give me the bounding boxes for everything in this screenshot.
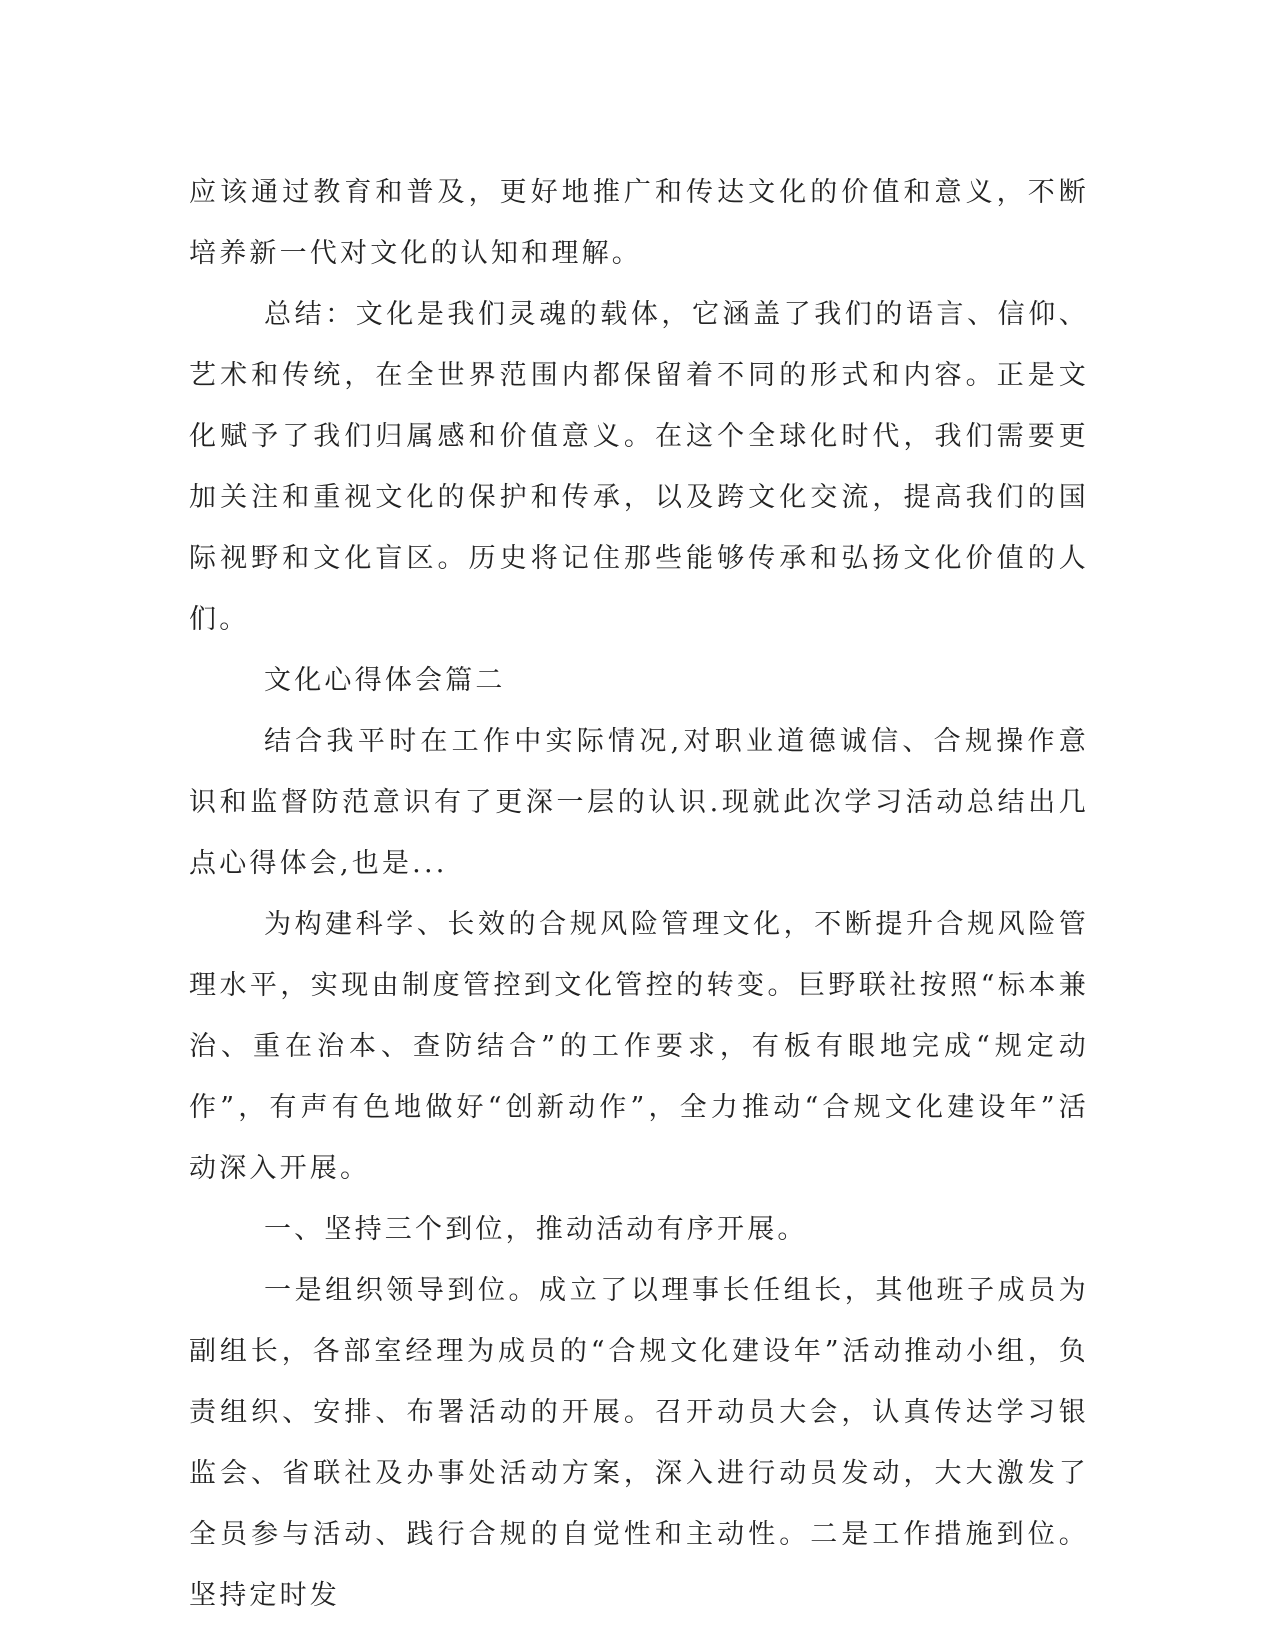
paragraph-compliance-culture: 为构建科学、长效的合规风险管理文化，不断提升合规风险管理水平，实现由制度管控到文化管控的转变。巨野联社按照“标本兼治、重在治本、查防结合”的工作要求，有板有眼地完成“规定动作”，有声有色地做好“创新动作”，全力推动“合规文化建设年”活动深入开展。 — [189, 909, 1089, 1184]
paragraph-continuation: 应该通过教育和普及，更好地推广和传达文化的价值和意义，不断培养新一代对文化的认知和理解。 — [189, 177, 1089, 269]
section-heading: 文化心得体会篇二 — [264, 665, 506, 696]
paragraph-summary: 总结：文化是我们灵魂的载体，它涵盖了我们的语言、信仰、艺术和传统，在全世界范围内都保留着不同的形式和内容。正是文化赋予了我们归属感和价值意义。在这个全球化时代，我们需要更加关注和重视文化的保护和传承，以及跨文化交流，提高我们的国际视野和文化盲区。历史将记住那些能够传承和弘扬文化价值的人们。 — [189, 299, 1089, 635]
subsection-heading: 一、坚持三个到位，推动活动有序开展。 — [264, 1214, 808, 1245]
document-body — [189, 162, 1089, 1626]
paragraph-organization: 一是组织领导到位。成立了以理事长任组长，其他班子成员为副组长，各部室经理为成员的“合规文化建设年”活动推动小组，负责组织、安排、布署活动的开展。召开动员大会，认真传达学习银监会、省联社及办事处活动方案，深入进行动员发动，大大激发了全员参与活动、践行合规的自觉性和主动性。二是工作措施到位。坚持定时发 — [189, 1275, 1089, 1611]
paragraph-intro: 结合我平时在工作中实际情况,对职业道德诚信、合规操作意识和监督防范意识有了更深一层的认识.现就此次学习活动总结出几点心得体会,也是... — [189, 726, 1089, 879]
